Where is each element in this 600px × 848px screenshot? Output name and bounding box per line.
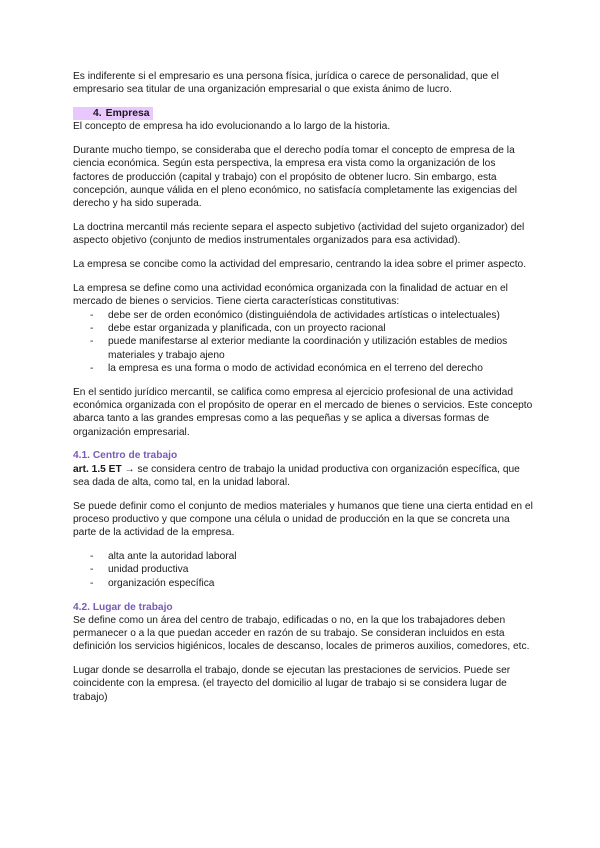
document-page	[73, 70, 533, 715]
section-title: Empresa	[105, 108, 150, 120]
list-item: - debe ser de orden económico (distinguiéndola de actividades artísticas o intelectuales)	[73, 309, 533, 322]
paragraph: Lugar donde se desarrolla el trabajo, donde se ejecutan las prestaciones de servicios. Puede ser coincidente con la empresa. (el trayecto del domicilio al lugar de trabajo si se considera lugar de trabajo)	[73, 665, 511, 703]
paragraph: Se define como un área del centro de trabajo, edificadas o no, en la que los trabajadores deben permanecer o a la que puedan acceder en razón de su trabajo. Se consideran incluidos en esta definición los servicios higiénicos, locales de descanso, locales de primeros auxilios, comedores, etc.	[73, 614, 530, 653]
paragraph: En el sentido jurídico mercantil, se califica como empresa al ejercicio profesional de una actividad económica organizada con el propósito de operar en el mercado de bienes o servicios. Este concepto abarca tanto a las grandes empresas como a las pequeñas y se aplica a diversas formas de organización empresarial.	[73, 386, 533, 438]
list-item: - debe estar organizada y planificada, con un proyecto racional	[73, 322, 533, 335]
list-item: - puede manifestarse al exterior mediante la coordinación y utilización estables de medios materiales y trabajo ajeno	[73, 335, 533, 362]
list-item: - la empresa es una forma o modo de actividad económica en el terreno del derecho	[73, 362, 533, 375]
characteristics-list	[73, 309, 533, 375]
paragraph: La doctrina mercantil más reciente separa el aspecto subjetivo (actividad del sujeto organizador) del aspecto objetivo (conjunto de medios instrumentales organizados para esa actividad).	[73, 222, 525, 247]
paragraph: Se puede definir como el conjunto de medios materiales y humanos que tiene una cierta entidad en el proceso productivo y que compone una célula o unidad de producción en la que se concreta una parte de la actividad de la empresa.	[73, 500, 533, 539]
subsection-heading-lugar: 4.2. Lugar de trabajo	[73, 601, 173, 613]
paragraph: Durante mucho tiempo, se consideraba que el derecho podía tomar el concepto de empresa de la ciencia económica. Según esta perspectiva, la empresa era vista como la organización de los factores de producción (capital y trabajo) con el propósito de obtener lucro. Sin embargo, esta concepción, aunque válida en el pleno económico, no satisfacía completamente las exigencias del derecho y ha sido superada.	[73, 145, 518, 210]
centro-list	[73, 550, 533, 590]
list-item: - organización específica	[73, 577, 533, 590]
heading-highlight	[73, 107, 153, 120]
list-item: - unidad productiva	[73, 563, 533, 576]
paragraph: El concepto de empresa ha ido evolucionando a lo largo de la historia.	[73, 121, 391, 133]
section-number: 4.	[93, 108, 102, 120]
section-heading-empresa	[73, 107, 533, 120]
article-text: → se considera centro de trabajo la unidad productiva con organización específica, que sea dada de alta, como tal, en la unidad laboral.	[73, 463, 520, 488]
paragraph: La empresa se define como una actividad económica organizada con la finalidad de actuar en el mercado de bienes o servicios. Tiene cierta características constitutivas:	[73, 283, 508, 308]
article-reference: art. 1.5 ET	[73, 463, 122, 475]
subsection-heading-centro: 4.1. Centro de trabajo	[73, 450, 178, 462]
intro-paragraph: Es indiferente si el empresario es una persona física, jurídica o carece de personalidad, que el empresario sea titular de una organización empresarial o que exista ánimo de lucro.	[73, 71, 499, 96]
list-item: - alta ante la autoridad laboral	[73, 550, 533, 563]
article-paragraph	[73, 463, 533, 490]
paragraph: La empresa se concibe como la actividad del empresario, centrando la idea sobre el primer aspecto.	[73, 259, 527, 271]
